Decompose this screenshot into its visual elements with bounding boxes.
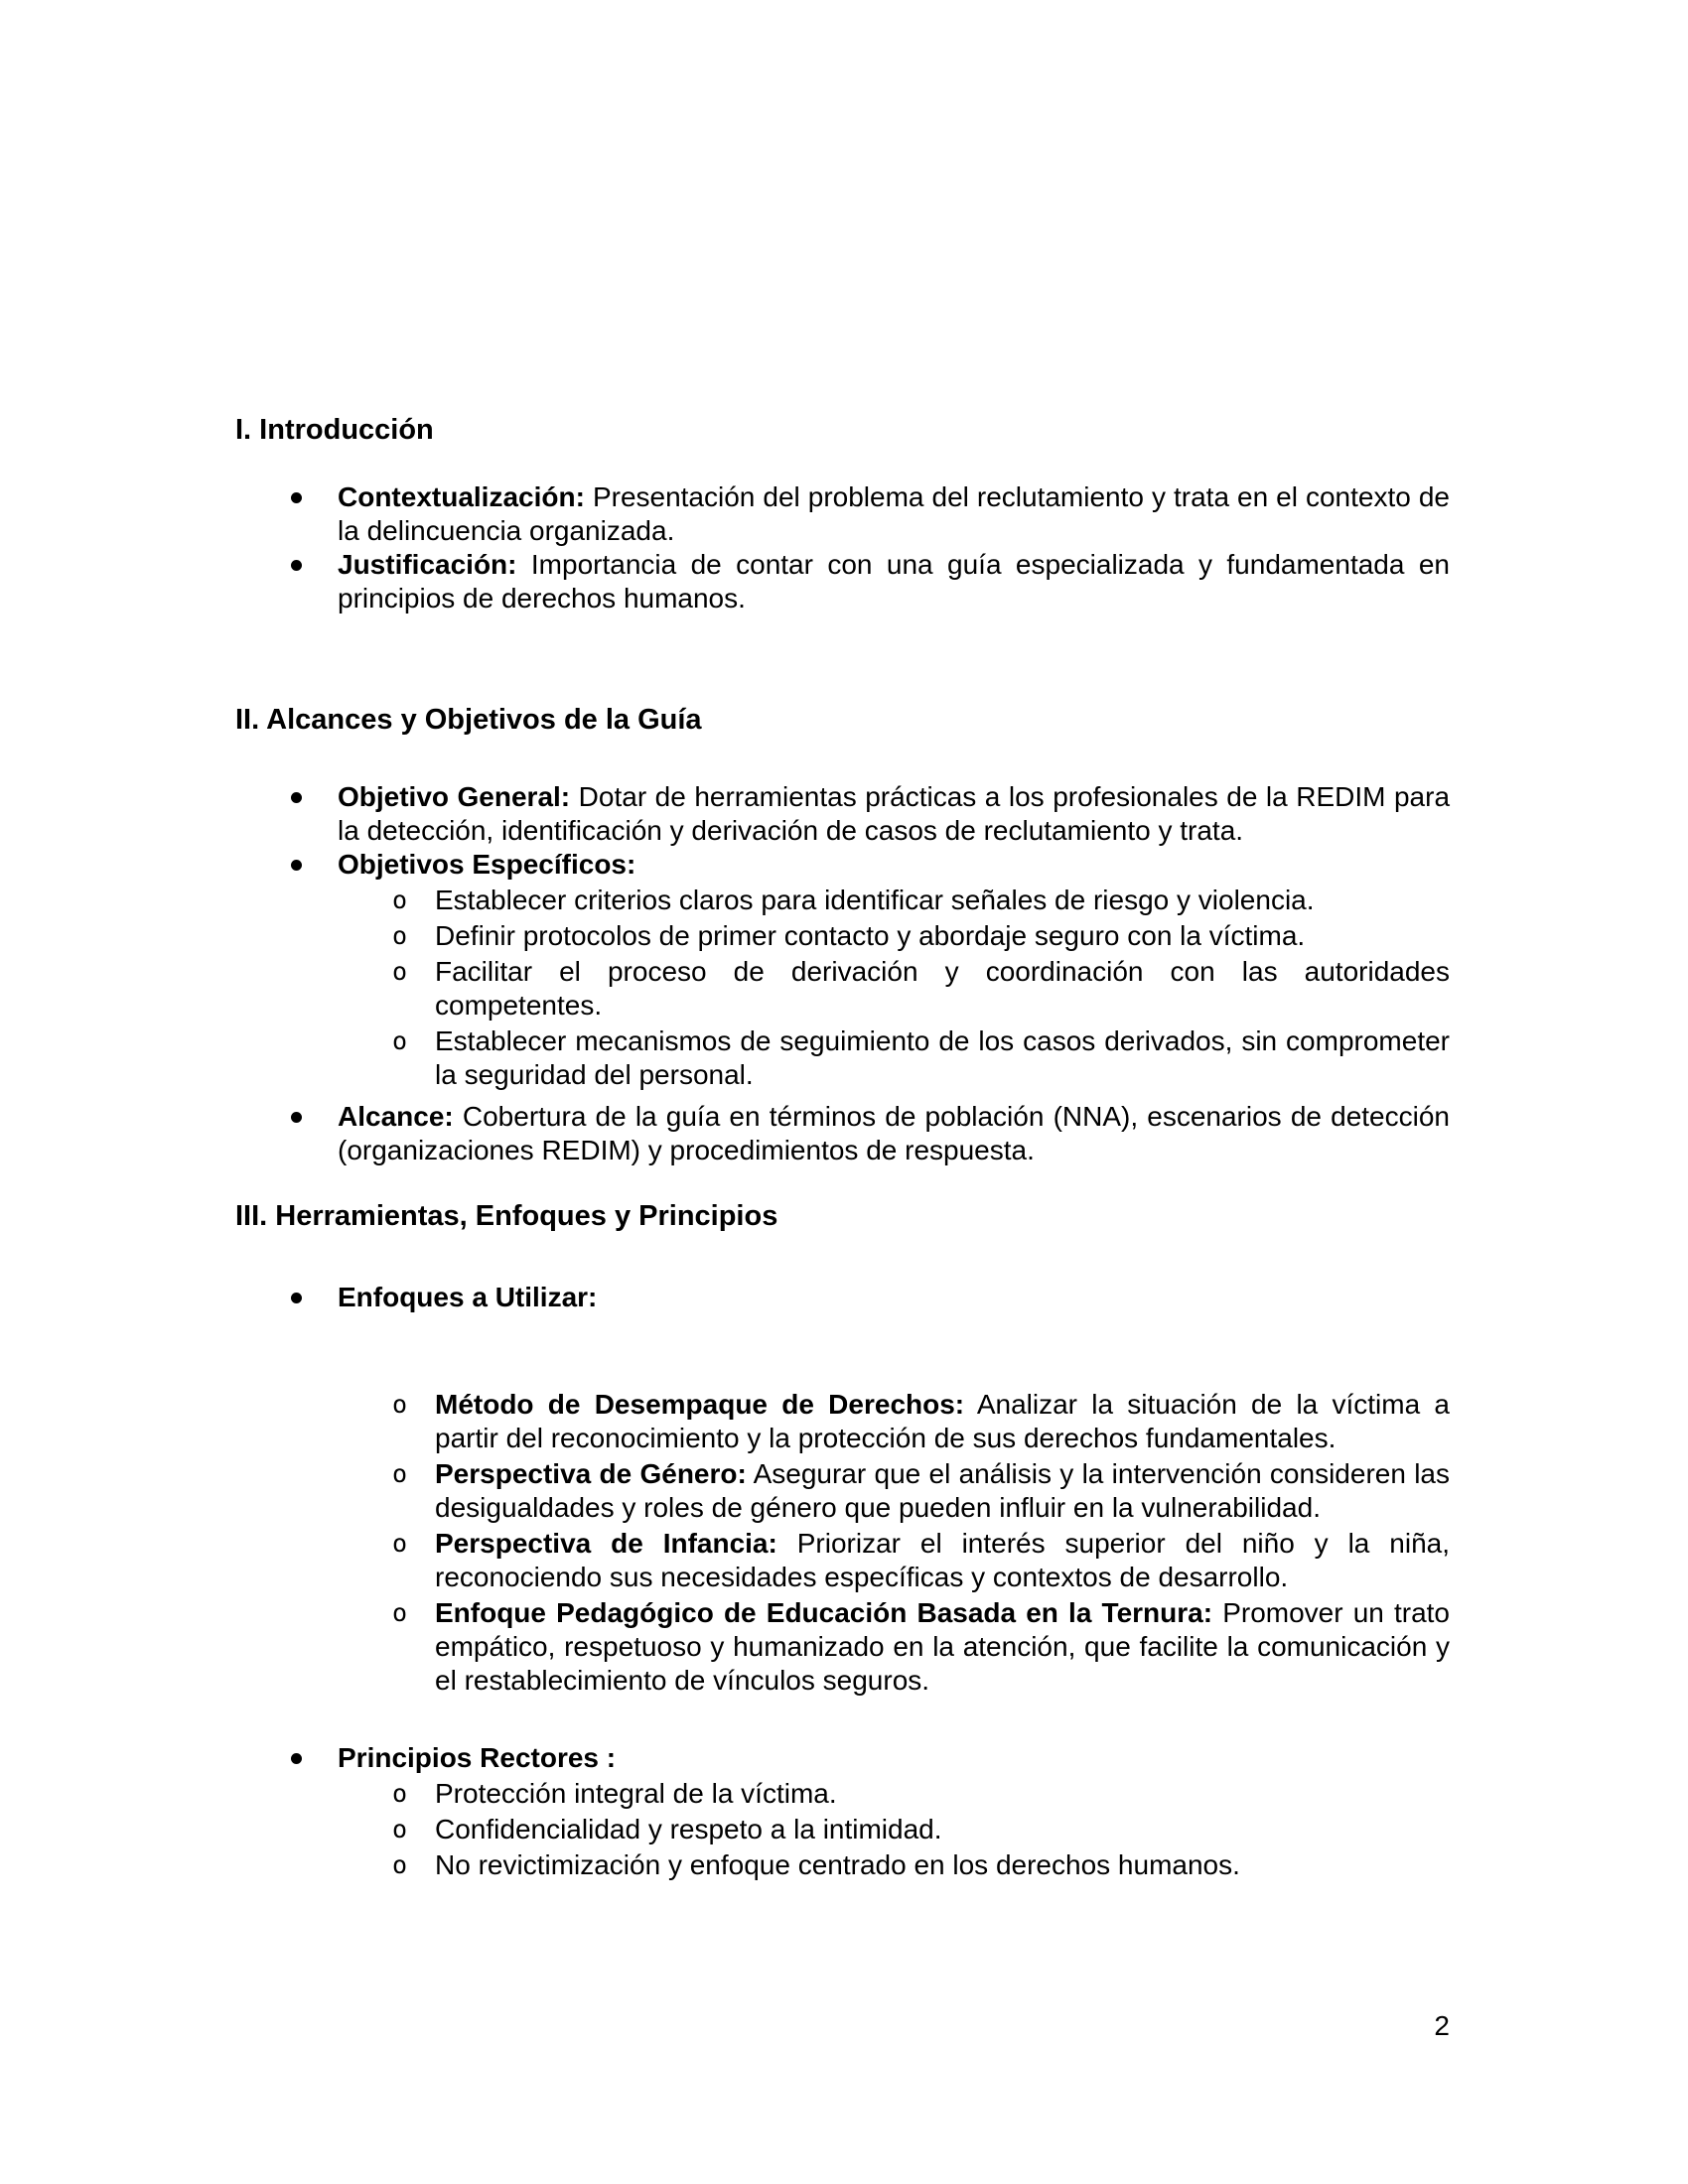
- bullet-paragraph: [338, 548, 1450, 615]
- bullet-paragraph: [338, 1281, 1450, 1314]
- sub-bullet-paragraph: [435, 1527, 1450, 1594]
- sub-bullet-item-perspectiva-infancia: [235, 1527, 1450, 1594]
- bullet-icon: [291, 792, 302, 803]
- sub-bullet-item: [235, 1813, 1450, 1846]
- circle-marker-icon: o: [392, 921, 408, 950]
- section-heading-introduccion: I. Introducción: [235, 414, 434, 446]
- sub-bullet-label: Enfoque Pedagógico de Educación Basada en la Ternura:: [435, 1597, 1213, 1628]
- bullet-item-alcance: [235, 1100, 1450, 1167]
- bullet-label: Alcance:: [338, 1101, 454, 1132]
- circle-marker-icon: o: [392, 886, 408, 914]
- bullet-paragraph: [338, 848, 1450, 882]
- bullet-paragraph: [338, 1100, 1450, 1167]
- bullet-label: Principios Rectores :: [338, 1742, 617, 1773]
- bullet-paragraph: [338, 780, 1450, 848]
- bullet-label: Objetivos Específicos:: [338, 849, 636, 880]
- sub-bullet-text: Establecer criterios claros para identificar señales de riesgo y violencia.: [435, 885, 1315, 915]
- sub-bullet-text: Asegurar que el análisis y la intervención consideren las desigualdades y roles de género que pueden influir en la vulnerabilidad.: [435, 1458, 1450, 1523]
- sub-bullet-paragraph: [435, 1024, 1450, 1092]
- sub-bullet-item: [235, 955, 1450, 1023]
- bullet-item-objetivo-general: [235, 780, 1450, 848]
- sub-bullet-item: [235, 1024, 1450, 1092]
- bullet-text: Dotar de herramientas prácticas a los profesionales de la REDIM para la detección, identificación y derivación de casos de reclutamiento y trata.: [338, 781, 1451, 846]
- circle-marker-icon: o: [392, 957, 408, 986]
- sub-bullet-text: Facilitar el proceso de derivación y coordinación con las autoridades competentes.: [435, 956, 1450, 1021]
- sub-bullet-paragraph: [435, 919, 1450, 953]
- bullet-item-justificacion: [235, 548, 1450, 615]
- page-content: [235, 413, 1450, 1882]
- sub-bullet-text: Analizar la situación de la víctima a partir del reconocimiento y la protección de sus derechos fundamentales.: [435, 1389, 1451, 1453]
- bullet-paragraph: [338, 480, 1450, 548]
- bullet-label: Enfoques a Utilizar:: [338, 1282, 598, 1312]
- circle-marker-icon: o: [392, 1459, 408, 1488]
- section-heading-herramientas-enfoques: III. Herramientas, Enfoques y Principios: [235, 1200, 778, 1232]
- sub-bullet-text: Definir protocolos de primer contacto y abordaje seguro con la víctima.: [435, 920, 1306, 951]
- section-heading-alcances-objetivos: II. Alcances y Objetivos de la Guía: [235, 704, 702, 736]
- bullet-icon: [291, 1293, 302, 1303]
- sub-bullet-text: Priorizar el interés superior del niño y la niña, reconociendo sus necesidades específicas y contextos de desarrollo.: [435, 1528, 1450, 1592]
- bullet-item-contextualizacion: [235, 480, 1450, 548]
- bullet-icon: [291, 560, 302, 571]
- bullet-item-enfoques-a-utilizar: [235, 1281, 1450, 1314]
- sub-bullet-item: [235, 884, 1450, 917]
- circle-marker-icon: o: [392, 1598, 408, 1627]
- bullet-item-principios-rectores: [235, 1741, 1450, 1775]
- bullet-text: Cobertura de la guía en términos de población (NNA), escenarios de detección (organizaciones REDIM) y procedimientos de respuesta.: [338, 1101, 1450, 1165]
- sub-bullet-label: Método de Desempaque de Derechos:: [435, 1389, 965, 1420]
- sub-bullet-text: Establecer mecanismos de seguimiento de los casos derivados, sin comprometer la seguridad del personal.: [435, 1025, 1450, 1090]
- circle-marker-icon: o: [392, 1529, 408, 1558]
- sub-bullet-paragraph: [435, 1596, 1450, 1698]
- enfoques-sub-list: [235, 1388, 1450, 1698]
- circle-marker-icon: o: [392, 1026, 408, 1055]
- circle-marker-icon: o: [392, 1815, 408, 1843]
- bullet-paragraph: [338, 1741, 1450, 1775]
- bullet-text: Presentación del problema del reclutamiento y trata en el contexto de la delincuencia organizada.: [338, 481, 1450, 546]
- sub-bullet-item: [235, 1777, 1450, 1811]
- sub-bullet-item-metodo-desempaque: [235, 1388, 1450, 1455]
- sub-bullet-item: [235, 1848, 1450, 1882]
- sub-bullet-text: No revictimización y enfoque centrado en los derechos humanos.: [435, 1849, 1240, 1880]
- sub-bullet-text: Confidencialidad y respeto a la intimidad.: [435, 1814, 942, 1844]
- bullet-item-objetivos-especificos: [235, 848, 1450, 882]
- bullet-label: Contextualización:: [338, 481, 585, 512]
- circle-marker-icon: o: [392, 1390, 408, 1419]
- bullet-icon: [291, 1112, 302, 1123]
- sub-bullet-paragraph: [435, 884, 1450, 917]
- bullet-icon: [291, 492, 302, 503]
- sub-bullet-label: Perspectiva de Infancia:: [435, 1528, 777, 1559]
- sub-bullet-paragraph: [435, 1777, 1450, 1811]
- sub-bullet-paragraph: [435, 1813, 1450, 1846]
- bullet-label: Objetivo General:: [338, 781, 571, 812]
- bullet-text: Importancia de contar con una guía especializada y fundamentada en principios de derechos humanos.: [338, 549, 1450, 614]
- page-number: 2: [1434, 2010, 1450, 2041]
- sub-bullet-paragraph: [435, 1457, 1450, 1525]
- sub-bullet-item: [235, 919, 1450, 953]
- sub-bullet-paragraph: [435, 955, 1450, 1023]
- circle-marker-icon: o: [392, 1850, 408, 1879]
- sub-bullet-paragraph: [435, 1848, 1450, 1882]
- sub-bullet-item-enfoque-pedagogico: [235, 1596, 1450, 1698]
- circle-marker-icon: o: [392, 1779, 408, 1808]
- bullet-icon: [291, 1753, 302, 1764]
- sub-bullet-text: Protección integral de la víctima.: [435, 1778, 837, 1809]
- sub-bullet-label: Perspectiva de Género:: [435, 1458, 747, 1489]
- sub-bullet-text: Promover un trato empático, respetuoso y humanizado en la atención, que facilite la comunicación y el restablecimiento de vínculos seguros.: [435, 1597, 1450, 1696]
- sub-bullet-paragraph: [435, 1388, 1450, 1455]
- bullet-icon: [291, 860, 302, 871]
- bullet-label: Justificación:: [338, 549, 517, 580]
- sub-bullet-item-perspectiva-genero: [235, 1457, 1450, 1525]
